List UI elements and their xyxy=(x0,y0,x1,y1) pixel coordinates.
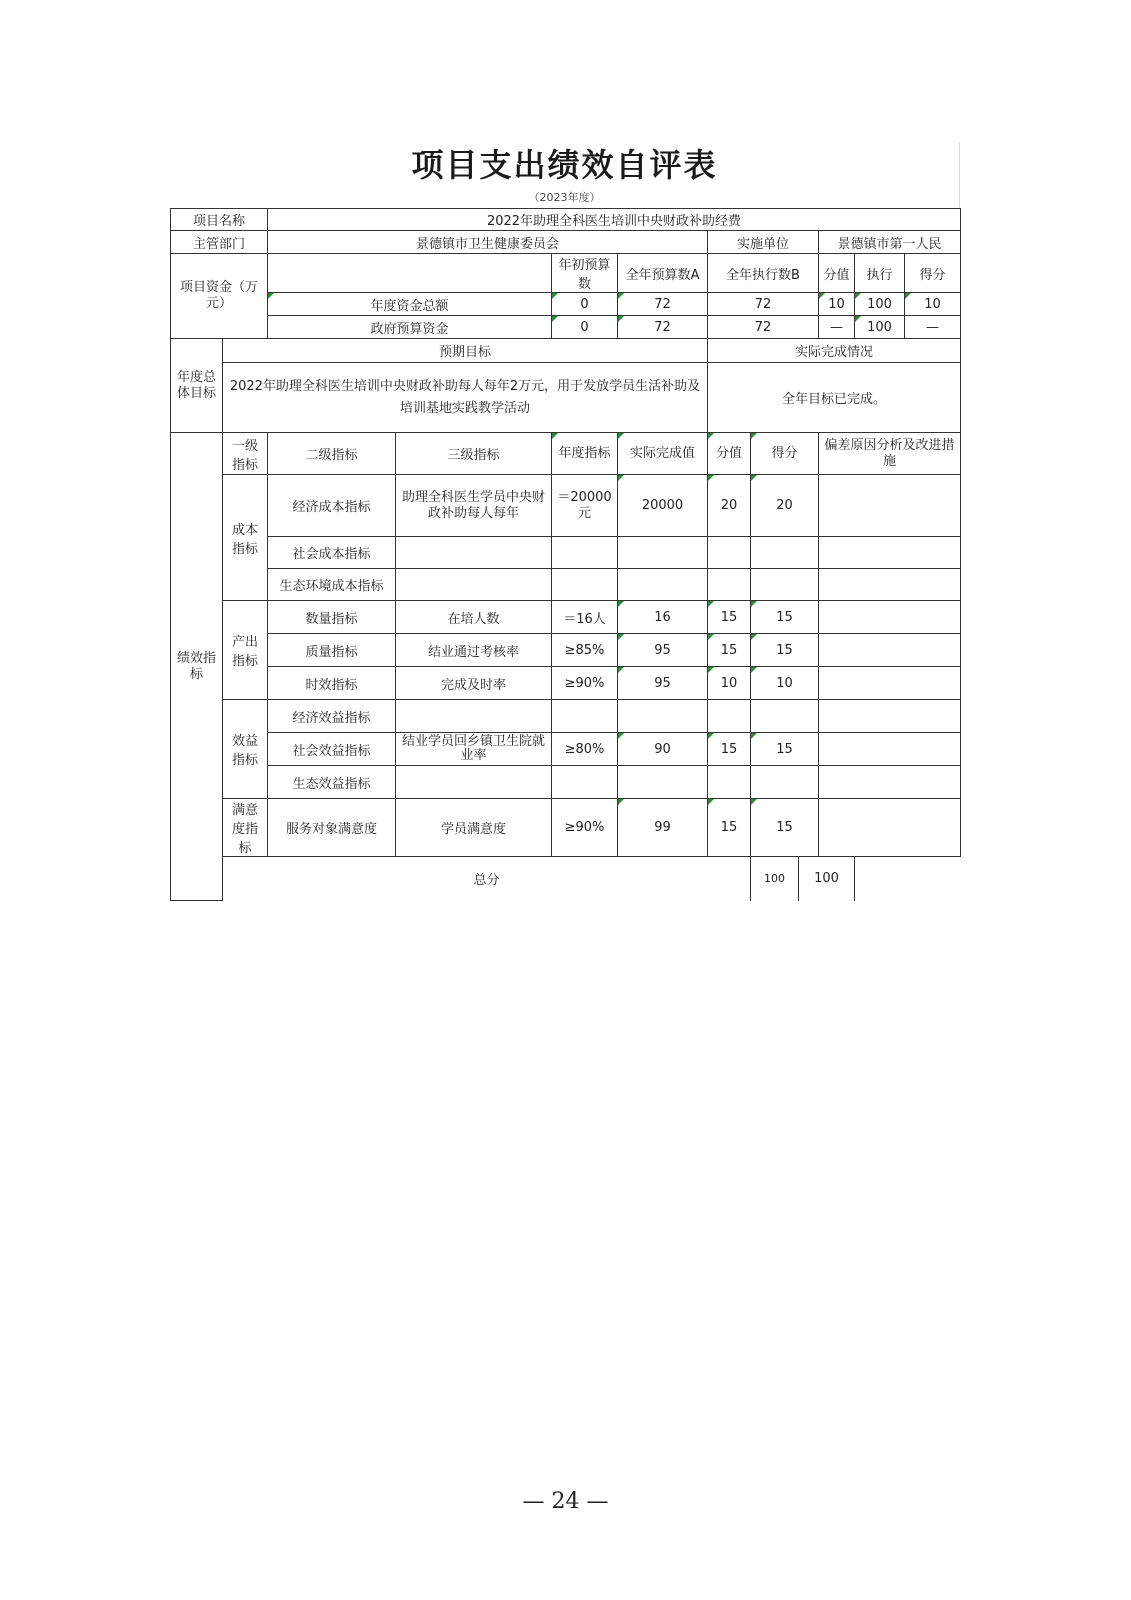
target-cell: ≥90% xyxy=(552,667,618,700)
funds-score: — xyxy=(905,316,961,339)
goals-actual: 全年目标已完成。 xyxy=(708,363,961,433)
project-name-label: 项目名称 xyxy=(171,209,268,231)
deviation-cell xyxy=(819,667,961,700)
total-label: 总分 xyxy=(223,857,751,901)
weight-cell xyxy=(708,766,751,799)
score-cell xyxy=(751,700,819,733)
target-cell: ≥80% xyxy=(552,733,618,766)
actual-cell xyxy=(618,537,708,569)
funds-col-initial: 年初预算数 xyxy=(552,254,618,293)
level2-cell: 质量指标 xyxy=(268,634,396,667)
actual-cell: 90 xyxy=(618,733,708,766)
indicator-row xyxy=(171,799,961,857)
funds-row-label: 政府预算资金 xyxy=(268,316,552,339)
indicator-row xyxy=(171,569,961,601)
dept-value: 景德镇市卫生健康委员会 xyxy=(268,231,708,254)
goals-expected: 2022年助理全科医生培训中央财政补助每人每年2万元，用于发放学员生活补助及培训基地实践教学活动 xyxy=(223,363,708,433)
level3-cell: 助理全科医生学员中央财政补助每人每年 xyxy=(396,475,552,537)
indicators-col-actual: 实际完成值 xyxy=(618,433,708,475)
funds-col-score-value: 分值 xyxy=(819,254,855,293)
project-name-row xyxy=(171,209,961,231)
target-cell: ≥85% xyxy=(552,634,618,667)
document-year: （2023年度） xyxy=(170,188,960,208)
score-cell: 20 xyxy=(751,475,819,537)
actual-cell xyxy=(618,700,708,733)
total-score: 100 xyxy=(799,857,855,901)
target-cell: ＝16人 xyxy=(552,601,618,634)
funds-executed: 72 xyxy=(708,316,819,339)
funds-exec-rate: 100 xyxy=(855,293,905,316)
project-name: 2022年助理全科医生培训中央财政补助经费 xyxy=(268,209,961,231)
indicator-row xyxy=(171,537,961,569)
funds-label: 项目资金（万元） xyxy=(171,254,268,339)
deviation-cell xyxy=(819,475,961,537)
impl-label: 实施单位 xyxy=(708,231,819,254)
weight-cell xyxy=(708,700,751,733)
level2-cell: 经济成本指标 xyxy=(268,475,396,537)
level3-cell xyxy=(396,766,552,799)
document-title: 项目支出绩效自评表 xyxy=(170,142,960,188)
indicator-row xyxy=(171,733,961,766)
actual-cell: 95 xyxy=(618,634,708,667)
score-cell xyxy=(751,766,819,799)
indicators-col-weight: 分值 xyxy=(708,433,751,475)
funds-col-exec-rate: 执行 xyxy=(855,254,905,293)
deviation-cell xyxy=(819,569,961,601)
weight-cell: 15 xyxy=(708,733,751,766)
weight-cell xyxy=(708,537,751,569)
actual-cell: 16 xyxy=(618,601,708,634)
actual-cell xyxy=(618,766,708,799)
goals-label: 年度总体目标 xyxy=(171,339,223,433)
funds-initial: 0 xyxy=(552,316,618,339)
funds-row-total xyxy=(171,293,961,316)
funds-exec-rate: 100 xyxy=(855,316,905,339)
funds-annual: 72 xyxy=(618,316,708,339)
target-cell xyxy=(552,537,618,569)
indicators-col-deviation: 偏差原因分析及改进措施 xyxy=(819,433,961,475)
indicators-col-level1: 一级指标 xyxy=(223,433,268,475)
level3-cell xyxy=(396,700,552,733)
level3-cell xyxy=(396,569,552,601)
total-deviation xyxy=(855,857,961,901)
funds-executed: 72 xyxy=(708,293,819,316)
actual-cell xyxy=(618,569,708,601)
indicator-row xyxy=(171,634,961,667)
dept-label: 主管部门 xyxy=(171,231,268,254)
deviation-cell xyxy=(819,700,961,733)
target-cell: ≥90% xyxy=(552,799,618,857)
indicator-row xyxy=(171,475,961,537)
level3-cell: 完成及时率 xyxy=(396,667,552,700)
level2-cell: 社会成本指标 xyxy=(268,537,396,569)
indicator-row xyxy=(171,700,961,733)
level1-cost: 成本指标 xyxy=(223,475,268,601)
total-row xyxy=(171,857,961,901)
target-cell: ＝20000元 xyxy=(552,475,618,537)
goals-content-row xyxy=(171,363,961,433)
level1-output: 产出指标 xyxy=(223,601,268,700)
level2-cell: 时效指标 xyxy=(268,667,396,700)
weight-cell: 15 xyxy=(708,634,751,667)
goals-actual-label: 实际完成情况 xyxy=(708,339,961,363)
deviation-cell xyxy=(819,733,961,766)
indicators-header-row xyxy=(171,433,961,475)
evaluation-table xyxy=(170,208,961,901)
score-cell: 10 xyxy=(751,667,819,700)
target-cell xyxy=(552,569,618,601)
target-cell xyxy=(552,766,618,799)
level2-cell: 社会效益指标 xyxy=(268,733,396,766)
indicators-col-level3: 三级指标 xyxy=(396,433,552,475)
funds-initial: 0 xyxy=(552,293,618,316)
funds-annual: 72 xyxy=(618,293,708,316)
indicator-row xyxy=(171,601,961,634)
evaluation-sheet xyxy=(170,142,960,901)
actual-cell: 20000 xyxy=(618,475,708,537)
indicators-col-level2: 二级指标 xyxy=(268,433,396,475)
actual-cell: 95 xyxy=(618,667,708,700)
funds-score-value: — xyxy=(819,316,855,339)
score-cell: 15 xyxy=(751,799,819,857)
weight-cell xyxy=(708,569,751,601)
funds-score: 10 xyxy=(905,293,961,316)
indicator-row xyxy=(171,766,961,799)
indicators-label: 绩效指标 xyxy=(171,433,223,901)
goals-expected-label: 预期目标 xyxy=(223,339,708,363)
level1-satisfaction: 满意度指标 xyxy=(223,799,268,857)
indicators-col-score: 得分 xyxy=(751,433,819,475)
level3-cell: 在培人数 xyxy=(396,601,552,634)
funds-row-government xyxy=(171,316,961,339)
score-cell: 15 xyxy=(751,601,819,634)
department-row xyxy=(171,231,961,254)
funds-col-annual: 全年预算数A xyxy=(618,254,708,293)
funds-col-score: 得分 xyxy=(905,254,961,293)
level2-cell: 经济效益指标 xyxy=(268,700,396,733)
level3-cell: 结业学员回乡镇卫生院就业率 xyxy=(396,733,552,766)
level3-cell: 学员满意度 xyxy=(396,799,552,857)
goals-header-row xyxy=(171,339,961,363)
target-cell xyxy=(552,700,618,733)
weight-cell: 10 xyxy=(708,667,751,700)
indicators-col-target: 年度指标 xyxy=(552,433,618,475)
weight-cell: 15 xyxy=(708,799,751,857)
indicator-row xyxy=(171,667,961,700)
deviation-cell xyxy=(819,601,961,634)
level2-cell: 生态环境成本指标 xyxy=(268,569,396,601)
deviation-cell xyxy=(819,537,961,569)
weight-cell: 15 xyxy=(708,601,751,634)
level2-cell: 服务对象满意度 xyxy=(268,799,396,857)
impl-value: 景德镇市第一人民 xyxy=(819,231,961,254)
level1-benefit: 效益指标 xyxy=(223,700,268,799)
funds-col-executed: 全年执行数B xyxy=(708,254,819,293)
level2-cell: 数量指标 xyxy=(268,601,396,634)
deviation-cell xyxy=(819,634,961,667)
deviation-cell xyxy=(819,766,961,799)
score-cell: 15 xyxy=(751,733,819,766)
level3-cell xyxy=(396,537,552,569)
score-cell xyxy=(751,569,819,601)
funds-row-label: 年度资金总额 xyxy=(268,293,552,316)
deviation-cell xyxy=(819,799,961,857)
level2-cell: 生态效益指标 xyxy=(268,766,396,799)
funds-header-blank xyxy=(268,254,552,293)
weight-cell: 20 xyxy=(708,475,751,537)
actual-cell: 99 xyxy=(618,799,708,857)
level3-cell: 结业通过考核率 xyxy=(396,634,552,667)
page-number: — 24 — xyxy=(522,1489,609,1514)
funds-header-row xyxy=(171,254,961,293)
funds-score-value: 10 xyxy=(819,293,855,316)
score-cell: 15 xyxy=(751,634,819,667)
total-weight: 100 xyxy=(751,857,799,901)
score-cell xyxy=(751,537,819,569)
